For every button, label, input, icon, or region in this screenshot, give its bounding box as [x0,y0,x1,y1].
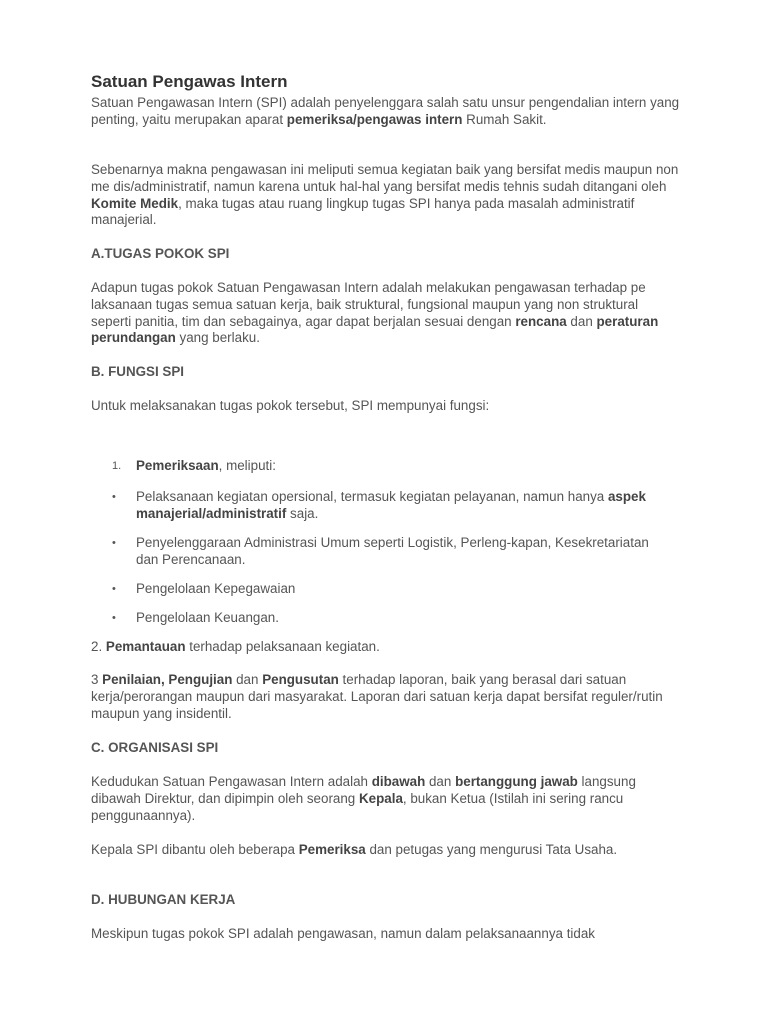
paragraph-fungsi-intro: Untuk melaksanakan tugas pokok tersebut, SPI mempunyai fungsi: [91,398,490,413]
list-item-pemeriksaan: Pemeriksaan, meliputi: [136,458,276,473]
list-item-pemantauan: 2. Pemantauan terhadap pelaksanaan kegiatan. [91,639,380,654]
bullet-marker: • [112,583,116,595]
paragraph-kepala: Kepala SPI dibantu oleh beberapa Pemeriksa dan petugas yang mengurusi Tata Usaha. [91,842,618,857]
bullet-item: Pelaksanaan kegiatan opersional, termasuk kegiatan pelayanan, namun hanya aspek manajerial/administratif saja. [136,489,646,521]
bullet-item: Penyelenggaraan Administrasi Umum seperti Logistik, Perleng-kapan, Kesekretariatan dan Perencanaan. [136,535,649,567]
heading-tugas-pokok: A.TUGAS POKOK SPI [91,246,230,261]
list-number: 1. [112,460,122,472]
bullet-marker: • [112,491,116,503]
list-item-penilaian: 3 Penilaian, Pengujian dan Pengusutan terhadap laporan, baik yang berasal dari satuan kerja/perorangan maupun dari masyarakat. Laporan dari satuan kerja dapat bersifat reguler/rutin maupun yang insidentil. [91,672,663,721]
bullet-item: Pengelolaan Keuangan. [136,610,279,625]
heading-hubungan-kerja: D. HUBUNGAN KERJA [91,892,236,907]
paragraph-scope: Sebenarnya makna pengawasan ini meliputi semua kegiatan baik yang bersifat medis maupun non me dis/administratif, namun karena untuk hal-hal yang bersifat medis tehnis sudah ditangani oleh Komite Medik, maka tugas atau ruang lingkup tugas SPI hanya pada masalah administratif manajerial. [91,162,679,228]
bullet-marker: • [112,612,116,624]
paragraph-kedudukan: Kedudukan Satuan Pengawasan Intern adalah dibawah dan bertanggung jawab langsung dibawah Direktur, dan dipimpin oleh seorang Kepala, bukan Ketua (Istilah ini sering rancu penggunaannya). [91,774,636,823]
paragraph-hubungan-kerja: Meskipun tugas pokok SPI adalah pengawasan, namun dalam pelaksanaannya tidak [91,926,595,941]
bullet-marker: • [112,537,116,549]
heading-fungsi: B. FUNGSI SPI [91,364,185,379]
heading-organisasi: C. ORGANISASI SPI [91,740,219,755]
paragraph-tugas-pokok: Adapun tugas pokok Satuan Pengawasan Intern adalah melakukan pengawasan terhadap pe laksanaan tugas semua satuan kerja, baik struktural, fungsional maupun yang non struktural seperti panitia, tim dan sebagainya, agar dapat berjalan sesuai dengan rencana dan peraturan perundangan yang berlaku. [91,280,659,346]
page-title: Satuan Pengawas Intern [91,72,288,91]
bullet-item: Pengelolaan Kepegawaian [136,581,296,596]
paragraph-intro: Satuan Pengawasan Intern (SPI) adalah penyelenggara salah satu unsur pengendalian intern yang penting, yaitu merupakan aparat pemeriksa/pengawas intern Rumah Sakit. [91,95,680,127]
